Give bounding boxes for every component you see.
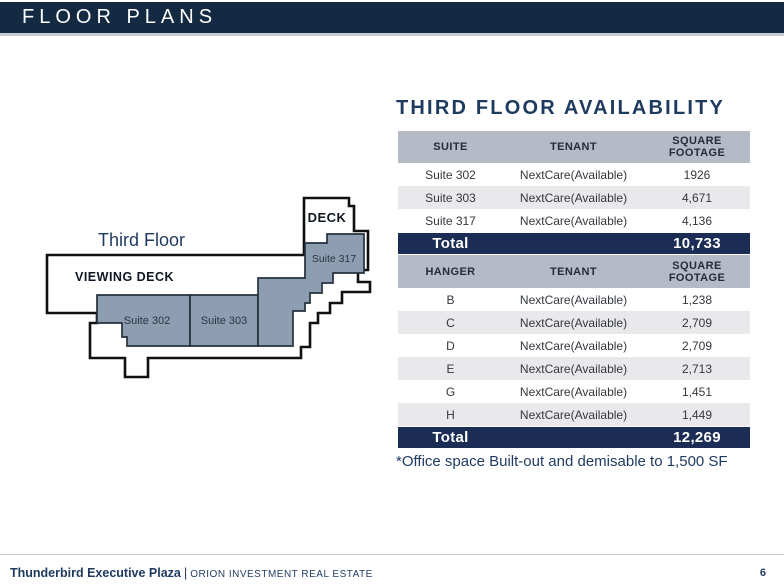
floor-plan-title: Third Floor: [98, 230, 186, 250]
availability-table: [398, 131, 750, 449]
column-header-suite: SUITE: [433, 141, 468, 153]
hanger-cell: E: [446, 361, 455, 376]
suite-cell: Suite 303: [425, 190, 476, 205]
footer-separator: |: [183, 565, 188, 580]
hanger-cell: H: [446, 407, 455, 422]
total-value: 10,733: [673, 235, 721, 252]
footer: [10, 565, 373, 580]
hanger-cell: G: [445, 384, 456, 399]
hanger-total-row: [398, 427, 750, 448]
page-header: [0, 2, 784, 36]
page-number: 6: [759, 567, 766, 579]
table-row: [398, 186, 750, 209]
sqft-cell: 4,136: [681, 213, 713, 228]
column-header-sqft: SQUARE FOOTAGE: [668, 259, 726, 284]
floor-plan-diagram: [40, 190, 380, 385]
suite-317-label: Suite 317: [311, 253, 357, 265]
sqft-cell: 1,238: [681, 292, 713, 307]
tenant-cell: NextCare(Available): [519, 190, 628, 205]
table-row: [398, 311, 750, 334]
table-row: [398, 403, 750, 426]
tenant-cell: NextCare(Available): [519, 384, 628, 399]
suite-302-label: Suite 302: [123, 315, 171, 327]
hanger-cell: D: [446, 338, 455, 353]
suite-303-label: Suite 303: [200, 315, 248, 327]
company-name: ORION INVESTMENT REAL ESTATE: [190, 569, 373, 580]
hanger-cell: B: [446, 292, 455, 307]
page-title: FLOOR PLANS: [22, 6, 218, 28]
sqft-cell: 2,713: [681, 361, 713, 376]
table-row: [398, 334, 750, 357]
sqft-cell: 1,449: [681, 407, 713, 422]
sqft-cell: 4,671: [681, 190, 713, 205]
total-label: Total: [432, 429, 469, 446]
table-row: [398, 163, 750, 186]
total-label: Total: [432, 235, 469, 252]
table-row: [398, 380, 750, 403]
tenant-cell: NextCare(Available): [519, 315, 628, 330]
table-row: [398, 357, 750, 380]
suite-cell: Suite 302: [425, 167, 476, 182]
tenant-cell: NextCare(Available): [519, 361, 628, 376]
tenant-cell: NextCare(Available): [519, 338, 628, 353]
table-row: [398, 209, 750, 232]
viewing-deck-label: VIEWING DECK: [75, 270, 175, 284]
sqft-cell: 2,709: [681, 315, 713, 330]
sqft-cell: 1,451: [681, 384, 713, 399]
sqft-cell: 2,709: [681, 338, 713, 353]
hanger-table-header: [398, 255, 750, 288]
sqft-cell: 1926: [683, 167, 711, 182]
column-header-tenant: TENANT: [549, 265, 597, 278]
suite-table-header: [398, 131, 750, 163]
deck-label: DECK: [307, 210, 347, 225]
tenant-cell: NextCare(Available): [519, 167, 628, 182]
property-name: Thunderbird Executive Plaza: [10, 566, 181, 580]
tenant-cell: NextCare(Available): [519, 407, 628, 422]
availability-title: THIRD FLOOR AVAILABILITY: [396, 97, 726, 119]
footer-divider: [0, 554, 784, 555]
tenant-cell: NextCare(Available): [519, 213, 628, 228]
column-header-tenant: TENANT: [549, 141, 597, 153]
suite-total-row: [398, 233, 750, 254]
tenant-cell: NextCare(Available): [519, 292, 628, 307]
table-row: [398, 288, 750, 311]
hanger-cell: C: [446, 315, 455, 330]
availability-footnote: *Office space Built-out and demisable to 1,500 SF: [396, 453, 728, 470]
column-header-hanger: HANGER: [425, 265, 476, 278]
total-value: 12,269: [673, 429, 721, 446]
column-header-sqft: SQUARE FOOTAGE: [668, 135, 726, 159]
suite-cell: Suite 317: [425, 213, 476, 228]
